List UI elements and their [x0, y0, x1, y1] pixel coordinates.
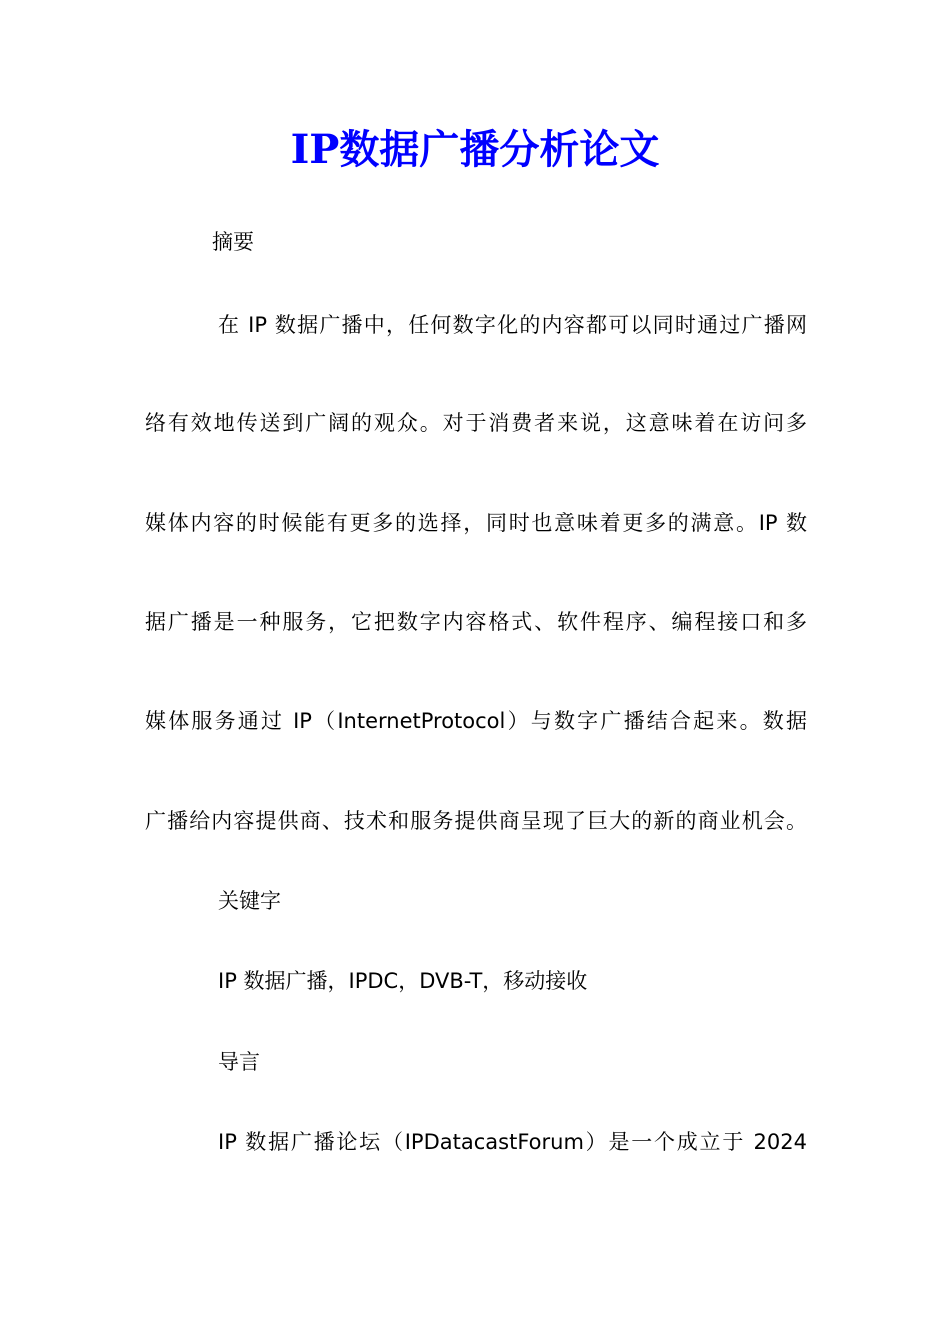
abstract-line: 广播给内容提供商、技术和服务提供商呈现了巨大的新的商业机会。 [145, 809, 807, 833]
abstract-line: 络有效地传送到广阔的观众。对于消费者来说，这意味着在访问多 [145, 411, 807, 435]
abstract-line: 媒体内容的时候能有更多的选择，同时也意味着更多的满意。IP 数 [145, 511, 807, 535]
document-title: IP数据广播分析论文 [290, 126, 660, 173]
abstract-line: 在 IP 数据广播中，任何数字化的内容都可以同时通过广播网 [218, 313, 807, 337]
keywords-text: IP 数据广播，IPDC，DVB-T，移动接收 [218, 969, 588, 993]
abstract-line: 据广播是一种服务，它把数字内容格式、软件程序、编程接口和多 [145, 610, 807, 634]
abstract-heading: 摘要 [212, 230, 254, 254]
keywords-heading: 关键字 [218, 889, 281, 913]
intro-line: IP 数据广播论坛（IPDatacastForum）是一个成立于 2024 [218, 1130, 807, 1154]
abstract-line: 媒体服务通过 IP（InternetProtocol）与数字广播结合起来。数据 [145, 709, 807, 733]
intro-heading: 导言 [218, 1050, 260, 1074]
